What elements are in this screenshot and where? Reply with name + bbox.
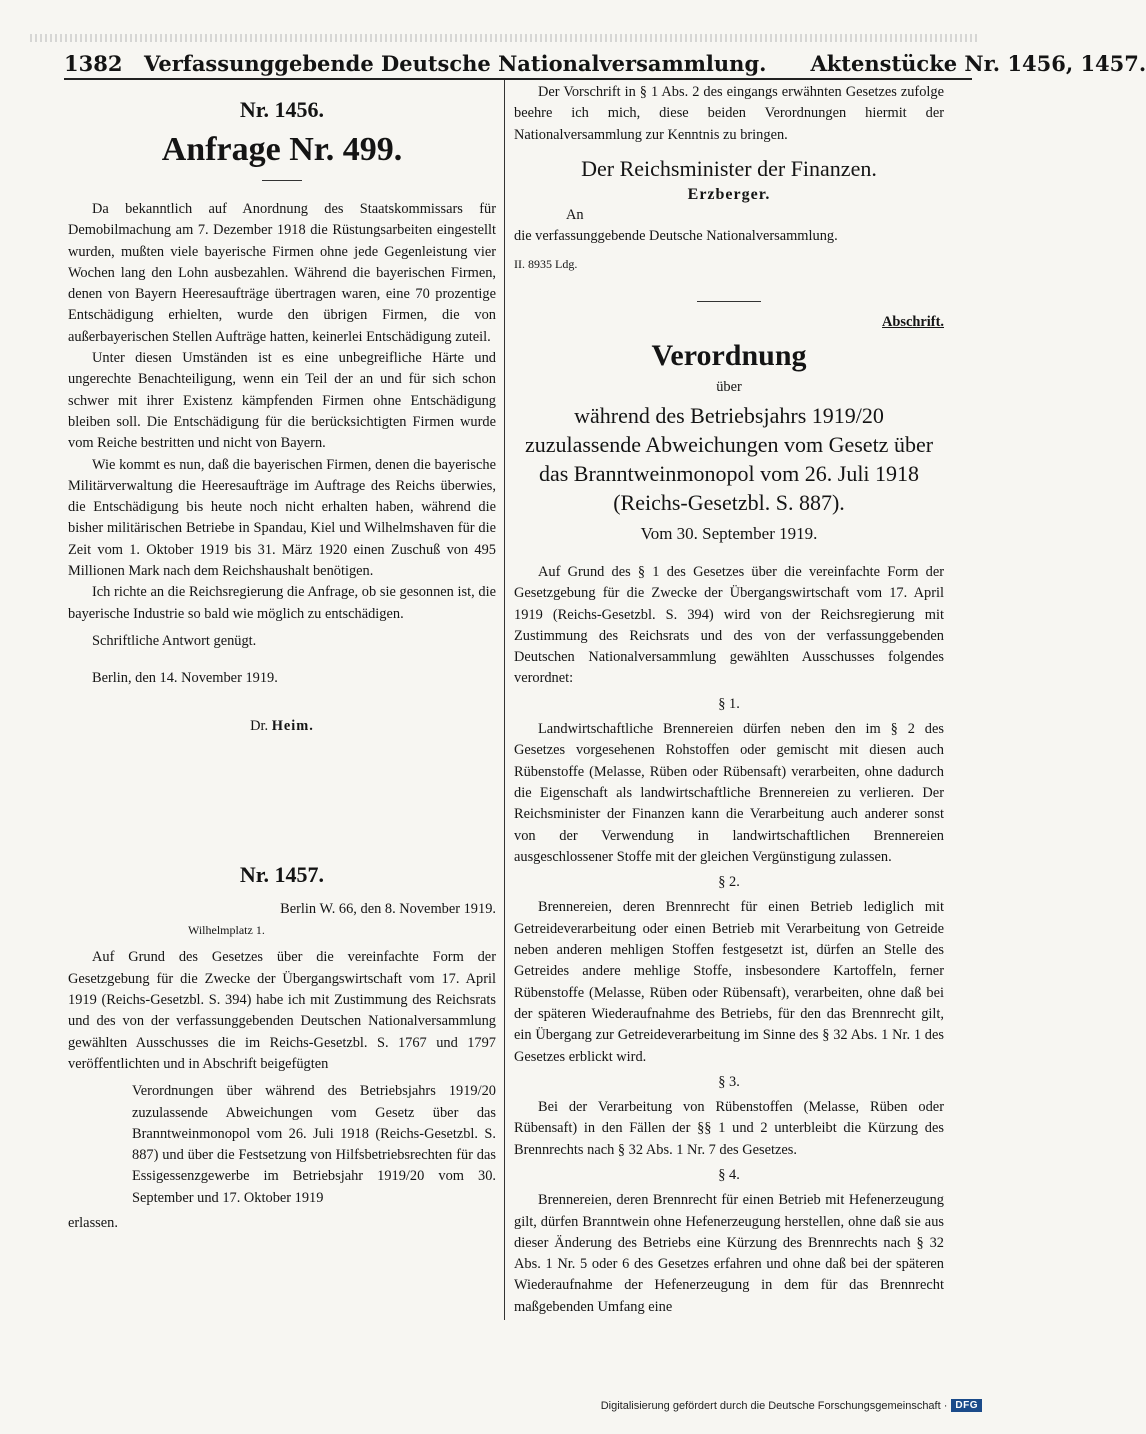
dfg-logo: DFG xyxy=(951,1399,982,1412)
preamble: Auf Grund des § 1 des Gesetzes über die vereinfachte Form der Gesetzgebung für die Zwecke der Übergangswirtschaft vom 17. April 1919 (Reichs-Gesetzbl. S. 394) wird von der Reichsregierung mit Zustimmung des Reichsrats und des von der verfassunggebenden Deutschen Nationalversammlung gewählten Ausschusses folgendes verordnet: xyxy=(514,563,944,687)
footer-credit: Digitalisierung gefördert durch die Deutsche Forschungsgemeinschaft · xyxy=(600,1399,948,1412)
abschrift-label: Abschrift. xyxy=(882,314,944,331)
intro-paragraph: Der Vorschrift in § 1 Abs. 2 des eingangs erwähnten Gesetzes zufolge beehre ich mich, diese beiden Verordnungen hiermit der Nationalversammlung zur Kenntnis zu bringen. xyxy=(514,84,944,143)
minister-title: Der Reichsminister der Finanzen. xyxy=(581,155,877,181)
letter-date: Berlin W. 66, den 8. November 1919. xyxy=(280,900,496,917)
signature-prefix: Dr. xyxy=(250,717,269,734)
section-text: Bei der Verarbeitung von Rübenstoffen (Melasse, Rüben oder Rübensaft) in den Fällen der §§ 1 und 2 unterbleibt die Kürzung des Brennrechts nach § 32 Abs. 1 Nr. 7 des Gesetzes. xyxy=(514,1099,944,1158)
anfrage-paragraph: Da bekanntlich auf Anordnung des Staatskommissars für Demobilmachung am 7. Dezember 1918 die Rüstungsarbeiten eingestellt wurden, mußten viele bayerische Firmen ohne jede Gegenleistung vier Wochen lang den Lohn ausbezahlen. Während die bayerischen Firmen, denen von Bayern Heeresaufträge übertragen waren, eine 70 prozentige Entschädigung erhielten, wurde den übrigen Firmen, die von außerbayerischen Stellen Aufträge hatten, keinerlei Entschädigung zuteil. xyxy=(68,201,496,345)
verordnung-subject: während des Betriebsjahrs 1919/20 zuzulassende Abweichungen vom Gesetz über das Branntweinmonopol vom 26. Juli 1918 (Reichs-Gesetzbl. S. 887). xyxy=(524,402,934,515)
left-column xyxy=(68,82,496,1234)
separator-rule xyxy=(697,301,761,302)
section-number: § 1. xyxy=(718,695,740,712)
section-number: § 4. xyxy=(718,1166,740,1183)
verordnung-title: Verordnung xyxy=(651,339,807,373)
running-title: Verfassunggebende Deutsche Nationalversammlung. xyxy=(144,51,767,76)
minister-name: Erzberger. xyxy=(687,185,771,203)
anfrage-paragraph: Unter diesen Umständen ist es eine unbegreifliche Härte und ungerechte Benachteiligung, wenn ein Teil der an und für sich schon schwer mit ihrer Existenz kämpfenden Firmen ohne Entschädigung bleiben soll. Die Entschädigung für die berücksichtigten Firmen wurde vom Reiche bestritten und nicht von Bayern. xyxy=(68,350,496,452)
ueber-label: über xyxy=(716,379,742,396)
document-number-1457: Nr. 1457. xyxy=(239,861,325,887)
section-number: § 2. xyxy=(718,874,740,891)
letter-end: erlassen. xyxy=(68,1214,118,1231)
anfrage-paragraph: Wie kommt es nun, daß die bayerischen Firmen, denen die bayerische Militärverwaltung die Heeresaufträge im Auftrage des Reichs überwies, die Entschädigung bis heute noch nicht erhalten haben, während die bisher militärischen Betriebe in Spandau, Kiel und Wilhelmshaven für die Zeit vom 1. Oktober 1919 bis 31. März 1920 einen Zuschuß von 495 Millionen Mark nach dem Reichshaushalt benötigen. xyxy=(68,456,496,580)
separator-rule xyxy=(262,180,302,181)
digitization-footer xyxy=(601,1399,982,1412)
document-number-1456: Nr. 1456. xyxy=(239,97,325,122)
signature-name: Heim. xyxy=(271,717,314,734)
section-text: Landwirtschaftliche Brennereien dürfen neben den im § 2 des Gesetzes vorgesehenen Rohstoffen oder gemischt mit diesen auch Rübenstoffe (Melasse, Rüben oder Rübensaft) verarbeiten, ohne dadurch die Eigenschaft als landwirtschaftliche Brennereien zu verlieren. Der Reichsminister der Finanzen kann die Verarbeitung auch anderer sonst von der Verwendung in landwirtschaftlichen Brennereien ausgeschlossener Stoffe mit der gleichen Vergünstigung zulassen. xyxy=(514,721,944,865)
section-number: § 3. xyxy=(718,1073,740,1090)
anfrage-title: Anfrage Nr. 499. xyxy=(161,131,403,168)
an-label: An xyxy=(566,207,584,224)
section-text: Brennereien, deren Brennrecht für einen Betrieb lediglich mit Getreideverarbeitung oder einen Betrieb mit Verarbeitung von Getreide neben anderen mehligen Stoffen festgesetzt ist, dürfen an Stelle des Getreides andere mehlige Stoffe, insbesondere Kartoffeln, ferner Rübenstoffe (Melasse, Rüben oder Rübensaft), verarbeiten, ohne daß bei der späteren Wiederaufnahme des Betriebs, für den das Brennrecht gilt, ein Übergang zur Getreideverarbeitung im Sinne des § 32 Abs. 1 Nr. 1 des Gesetzes erblickt wird. xyxy=(514,899,944,1065)
verordnung-date: Vom 30. September 1919. xyxy=(640,523,818,543)
section-text: Brennereien, deren Brennrecht für einen Betrieb mit Hefenerzeugung gilt, dürfen Branntwein ohne Hefenerzeugung herstellen, ohne daß sie aus dieser Änderung des Betriebs eine Kürzung des Brennrechts nach § 32 Abs. 1 Nr. 5 oder 6 des Gesetzes erfahren und ohne daß bei der späteren Wiederaufnahme der Hefenerzeugung in dem für das Brennrecht maßgebenden Umfang eine xyxy=(514,1192,944,1315)
spacer xyxy=(68,737,496,847)
right-column xyxy=(514,82,944,1318)
scan-noise-strip xyxy=(30,34,980,42)
berlin-date: Berlin, den 14. November 1919. xyxy=(92,670,278,687)
letter-body: Auf Grund des Gesetzes über die vereinfachte Form der Gesetzgebung für die Zwecke der Übergangswirtschaft vom 17. April 1919 (Reichs-Gesetzbl. S. 394) habe ich mit Zustimmung des Reichsrats und des von der verfassunggebenden Deutschen Nationalversammlung gewählten Ausschusses die im Reichs-Gesetzbl. S. 1767 und 1797 veröffentlichten und in Abschrift beigefügten xyxy=(68,949,496,1072)
letter-address: Wilhelmplatz 1. xyxy=(188,923,265,938)
page-header xyxy=(64,46,1146,80)
reference-number: II. 8935 Ldg. xyxy=(514,256,578,271)
page-number: 1382 xyxy=(64,51,123,76)
signature-heim xyxy=(68,716,496,737)
an-addressee: die verfassunggebende Deutsche Nationalversammlung. xyxy=(514,228,838,245)
anfrage-paragraph: Schriftliche Antwort genügt. xyxy=(92,632,257,649)
column-divider xyxy=(504,80,505,1320)
aktenstuecke-label: Aktenstücke Nr. 1456, 1457. xyxy=(810,51,1146,76)
letter-quote: Verordnungen über während des Betriebsjahrs 1919/20 zuzulassende Abweichungen vom Gesetz über das Branntweinmonopol vom 26. Juli 1918 (Reichs-Gesetzbl. S. 887) und über die Festsetzung von Hilfsbetriebsrechten für das Essigessenzgewerbe im Betriebsjahr 1919/20 vom 30. September und 17. Oktober 1919 xyxy=(132,1083,496,1206)
anfrage-paragraph: Ich richte an die Reichsregierung die Anfrage, ob sie gesonnen ist, die bayerische Industrie so bald wie möglich zu entschädigen. xyxy=(68,584,496,622)
